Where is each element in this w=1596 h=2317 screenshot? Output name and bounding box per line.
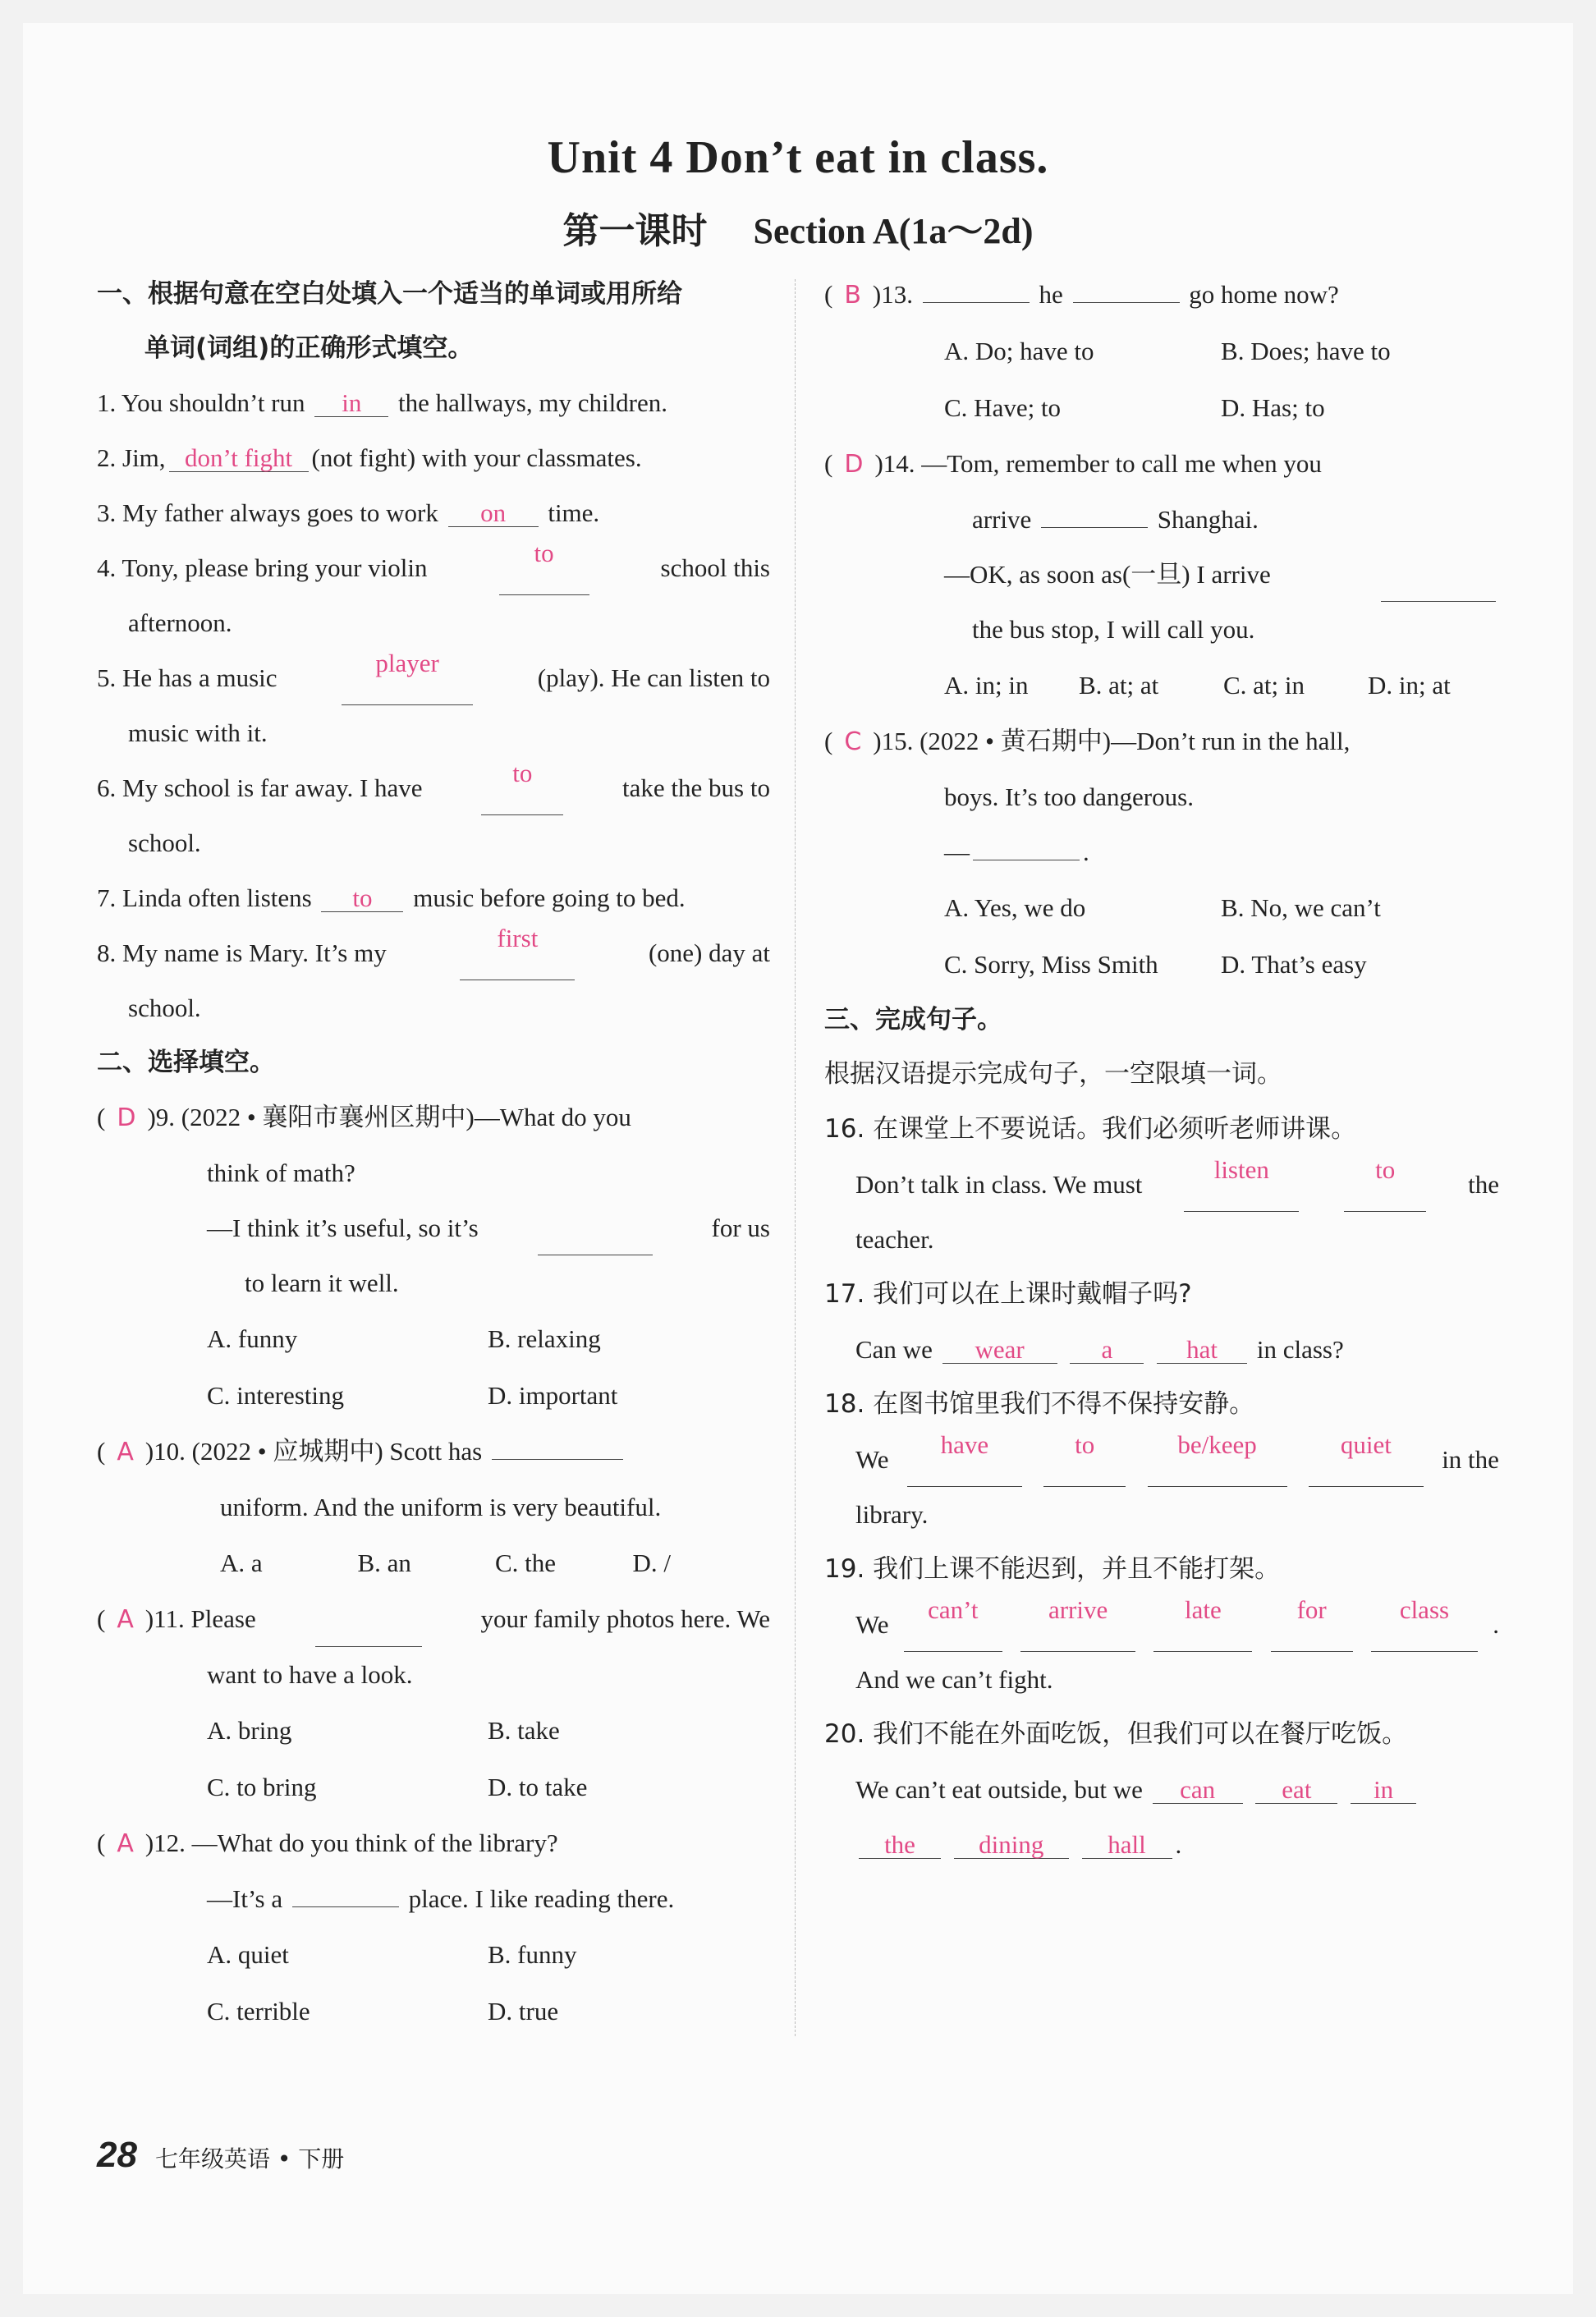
answer-blank[interactable]: hat bbox=[1157, 1337, 1247, 1364]
question-15-options-ab bbox=[824, 879, 1499, 936]
choice-answer: D bbox=[844, 450, 864, 479]
answer-blank[interactable]: can bbox=[1153, 1777, 1243, 1804]
question-3: 3. My father always goes to work on time. bbox=[97, 498, 600, 527]
option-b[interactable]: B. relaxing bbox=[488, 1324, 601, 1353]
option-d[interactable]: D. Has; to bbox=[1221, 393, 1325, 422]
question-14-line2: arrive Shanghai. bbox=[972, 505, 1259, 534]
question-9: ( D )9. (2022 • 襄阳市襄州区期中)—What do you bbox=[97, 1103, 631, 1132]
right-column bbox=[824, 267, 1499, 1872]
question-11-options-ab bbox=[97, 1702, 770, 1759]
question-18: We have to be/keep quiet in the bbox=[824, 1432, 1499, 1487]
left-column bbox=[97, 267, 770, 2039]
question-12-line2: —It’s a place. I like reading there. bbox=[207, 1884, 675, 1913]
lesson-period: 第一课时 bbox=[562, 210, 708, 252]
question-11-options-cd bbox=[97, 1759, 770, 1815]
answer-blank[interactable]: wear bbox=[942, 1337, 1057, 1364]
answer-blank[interactable]: dining bbox=[954, 1832, 1069, 1859]
question-16-cont: teacher. bbox=[855, 1225, 934, 1254]
answer-blank[interactable] bbox=[1073, 302, 1180, 303]
question-6-cont: school. bbox=[128, 828, 201, 857]
question-9-line2: think of math? bbox=[207, 1158, 355, 1187]
option-b[interactable]: B. at; at bbox=[1079, 671, 1159, 700]
question-17: Can we wear a hat in class? bbox=[855, 1335, 1344, 1364]
question-4: 4. Tony, please bring your violin to school this bbox=[97, 540, 770, 595]
question-5: 5. He has a music player (play). He can listen to bbox=[97, 650, 770, 705]
question-20-cont: the dining hall . bbox=[824, 1817, 1499, 1872]
answer-blank[interactable]: to bbox=[481, 760, 563, 815]
lesson-subtitle bbox=[0, 201, 1596, 254]
option-c[interactable]: C. Have; to bbox=[944, 393, 1062, 422]
section1-heading: 一、根据句意在空白处填入一个适当的单词或用所给 bbox=[97, 279, 682, 309]
answer-blank[interactable]: in bbox=[1351, 1777, 1416, 1804]
choice-answer: C bbox=[844, 727, 862, 756]
question-11: ( A )11. Please your family photos here. We bbox=[97, 1591, 770, 1647]
question-8: 8. My name is Mary. It’s my first (one) day at bbox=[97, 925, 770, 980]
answer-blank[interactable]: quiet bbox=[1309, 1432, 1424, 1487]
option-a[interactable]: A. Yes, we do bbox=[944, 893, 1086, 922]
answer-blank[interactable]: for bbox=[1271, 1597, 1353, 1652]
option-a[interactable]: A. in; in bbox=[944, 671, 1029, 700]
answer-blank[interactable] bbox=[315, 1591, 422, 1647]
answer-blank[interactable]: on bbox=[448, 500, 539, 527]
option-b[interactable]: B. funny bbox=[488, 1940, 577, 1969]
answer-blank[interactable] bbox=[1041, 527, 1148, 528]
answer-blank[interactable] bbox=[538, 1200, 653, 1255]
question-16-prompt: 16. 在课堂上不要说话。我们必须听老师讲课。 bbox=[824, 1114, 1357, 1144]
question-16: Don’t talk in class. We must listen to the bbox=[824, 1157, 1499, 1212]
option-a[interactable]: A. bring bbox=[207, 1716, 292, 1745]
question-14: ( D )14. —Tom, remember to call me when you bbox=[824, 449, 1322, 479]
answer-blank[interactable]: have bbox=[907, 1432, 1022, 1487]
question-10: ( A )10. (2022 • 应城期中) Scott has bbox=[97, 1424, 770, 1480]
question-14-line4: the bus stop, I will call you. bbox=[972, 615, 1255, 644]
answer-blank[interactable] bbox=[492, 1459, 623, 1460]
choice-answer: A bbox=[117, 1438, 134, 1466]
question-12-options-ab bbox=[97, 1926, 770, 1983]
section-range: Section A(1a～2d) bbox=[753, 211, 1034, 251]
question-13-options-cd bbox=[824, 379, 1499, 436]
answer-blank[interactable]: eat bbox=[1255, 1777, 1337, 1804]
section1-heading-cont: 单词(词组)的正确形式填空。 bbox=[144, 333, 474, 363]
question-13-options-ab bbox=[824, 323, 1499, 379]
question-11-line2: want to have a look. bbox=[207, 1660, 413, 1689]
section3-heading: 三、完成句子。 bbox=[824, 1005, 1002, 1035]
question-1: 1. You shouldn’t run in the hallways, my children. bbox=[97, 388, 668, 417]
column-divider bbox=[795, 279, 796, 2036]
section2-heading: 二、选择填空。 bbox=[97, 1048, 275, 1077]
answer-blank[interactable]: a bbox=[1070, 1337, 1144, 1364]
answer-blank[interactable]: in bbox=[314, 390, 388, 417]
option-d[interactable]: D. true bbox=[488, 1997, 559, 2026]
section3-instruction: 根据汉语提示完成句子，一空限填一词。 bbox=[824, 1059, 1282, 1089]
option-b[interactable]: B. an bbox=[357, 1548, 411, 1577]
question-9-options-cd bbox=[97, 1367, 770, 1424]
answer-blank[interactable]: to bbox=[321, 885, 403, 912]
option-b[interactable]: B. No, we can’t bbox=[1221, 893, 1381, 922]
answer-blank[interactable] bbox=[292, 1906, 399, 1907]
option-a[interactable]: A. quiet bbox=[207, 1940, 289, 1969]
unit-title: Unit 4 Don’t eat in class. bbox=[547, 132, 1049, 183]
question-18-prompt: 18. 在图书馆里我们不得不保持安静。 bbox=[824, 1389, 1255, 1419]
option-c[interactable]: C. the bbox=[495, 1548, 557, 1577]
question-4-cont: afternoon. bbox=[128, 608, 232, 637]
option-a[interactable]: A. Do; have to bbox=[944, 337, 1094, 365]
question-2: 2. Jim, don’t fight (not fight) with your classmates. bbox=[97, 443, 642, 472]
question-15: ( C )15. (2022 • 黄石期中)—Don’t run in the hall, bbox=[824, 727, 1351, 756]
option-d[interactable]: D. / bbox=[632, 1548, 671, 1577]
question-18-cont: library. bbox=[855, 1500, 929, 1529]
question-19: We can’t arrive late for class . bbox=[824, 1597, 1499, 1652]
option-c[interactable]: C. interesting bbox=[207, 1381, 345, 1410]
choice-answer: A bbox=[117, 1829, 134, 1858]
question-13: ( B )13. he go home now? bbox=[824, 280, 1339, 310]
option-a[interactable]: A. funny bbox=[207, 1324, 298, 1353]
question-10-options bbox=[97, 1535, 770, 1591]
answer-blank[interactable] bbox=[1381, 547, 1496, 602]
answer-blank[interactable]: to bbox=[1344, 1157, 1426, 1212]
option-c[interactable]: C. Sorry, Miss Smith bbox=[944, 950, 1158, 979]
question-12-options-cd bbox=[97, 1983, 770, 2039]
option-c[interactable]: C. terrible bbox=[207, 1997, 310, 2026]
book-title: 七年级英语 • 下册 bbox=[154, 2145, 345, 2172]
question-15-options-cd bbox=[824, 936, 1499, 993]
question-14-line3: —OK, as soon as(一旦) I arrive bbox=[824, 547, 1499, 602]
answer-blank[interactable]: listen bbox=[1184, 1157, 1299, 1212]
question-9-line4: to learn it well. bbox=[245, 1269, 399, 1297]
question-9-line3: —I think it’s useful, so it’s for us bbox=[97, 1200, 770, 1255]
question-8-cont: school. bbox=[128, 993, 201, 1022]
page-footer bbox=[97, 2135, 344, 2176]
question-15-line3: — . bbox=[944, 837, 1089, 866]
option-b[interactable]: B. Does; have to bbox=[1221, 337, 1391, 365]
option-c[interactable]: C. to bring bbox=[207, 1773, 317, 1801]
answer-blank[interactable] bbox=[923, 302, 1030, 303]
question-17-prompt: 17. 我们可以在上课时戴帽子吗? bbox=[824, 1279, 1192, 1309]
option-c[interactable]: C. at; in bbox=[1223, 671, 1305, 700]
answer-blank[interactable]: class bbox=[1371, 1597, 1478, 1652]
question-9-options-ab bbox=[97, 1310, 770, 1367]
option-d[interactable]: D. important bbox=[488, 1381, 618, 1410]
answer-blank[interactable]: hall bbox=[1082, 1832, 1172, 1859]
option-d[interactable]: D. in; at bbox=[1368, 671, 1451, 700]
question-7: 7. Linda often listens to music before going to bed. bbox=[97, 883, 686, 912]
question-14-options bbox=[824, 657, 1499, 713]
answer-blank[interactable]: arrive bbox=[1020, 1597, 1135, 1652]
question-15-line2: boys. It’s too dangerous. bbox=[944, 782, 1194, 811]
answer-blank[interactable]: can’t bbox=[904, 1597, 1002, 1652]
question-10-line2: uniform. And the uniform is very beautiful. bbox=[220, 1493, 662, 1521]
page-number: 28 bbox=[97, 2135, 137, 2175]
question-19-prompt: 19. 我们上课不能迟到，并且不能打架。 bbox=[824, 1554, 1281, 1584]
option-a[interactable]: A. a bbox=[220, 1548, 263, 1577]
choice-answer: B bbox=[844, 281, 861, 310]
answer-blank[interactable]: be/keep bbox=[1148, 1432, 1287, 1487]
option-b[interactable]: B. take bbox=[488, 1716, 560, 1745]
question-19-cont: And we can’t fight. bbox=[855, 1665, 1053, 1694]
option-d[interactable]: D. to take bbox=[488, 1773, 588, 1801]
answer-blank[interactable]: don’t fight bbox=[169, 445, 309, 472]
choice-answer: A bbox=[117, 1605, 134, 1634]
choice-answer: D bbox=[117, 1103, 136, 1132]
answer-blank[interactable]: player bbox=[342, 650, 473, 705]
option-d[interactable]: D. That’s easy bbox=[1221, 950, 1367, 979]
question-20: We can’t eat outside, but we can eat in bbox=[824, 1762, 1499, 1817]
question-5-cont: music with it. bbox=[128, 718, 268, 747]
answer-blank[interactable]: late bbox=[1153, 1597, 1252, 1652]
answer-blank[interactable]: to bbox=[1043, 1432, 1126, 1487]
answer-blank[interactable]: to bbox=[499, 540, 589, 595]
question-6: 6. My school is far away. I have to take the bus to bbox=[97, 760, 770, 815]
question-20-prompt: 20. 我们不能在外面吃饭，但我们可以在餐厅吃饭。 bbox=[824, 1719, 1408, 1749]
answer-blank[interactable]: first bbox=[460, 925, 575, 980]
question-12: ( A )12. —What do you think of the library? bbox=[97, 1828, 558, 1858]
answer-blank[interactable]: the bbox=[859, 1832, 941, 1859]
